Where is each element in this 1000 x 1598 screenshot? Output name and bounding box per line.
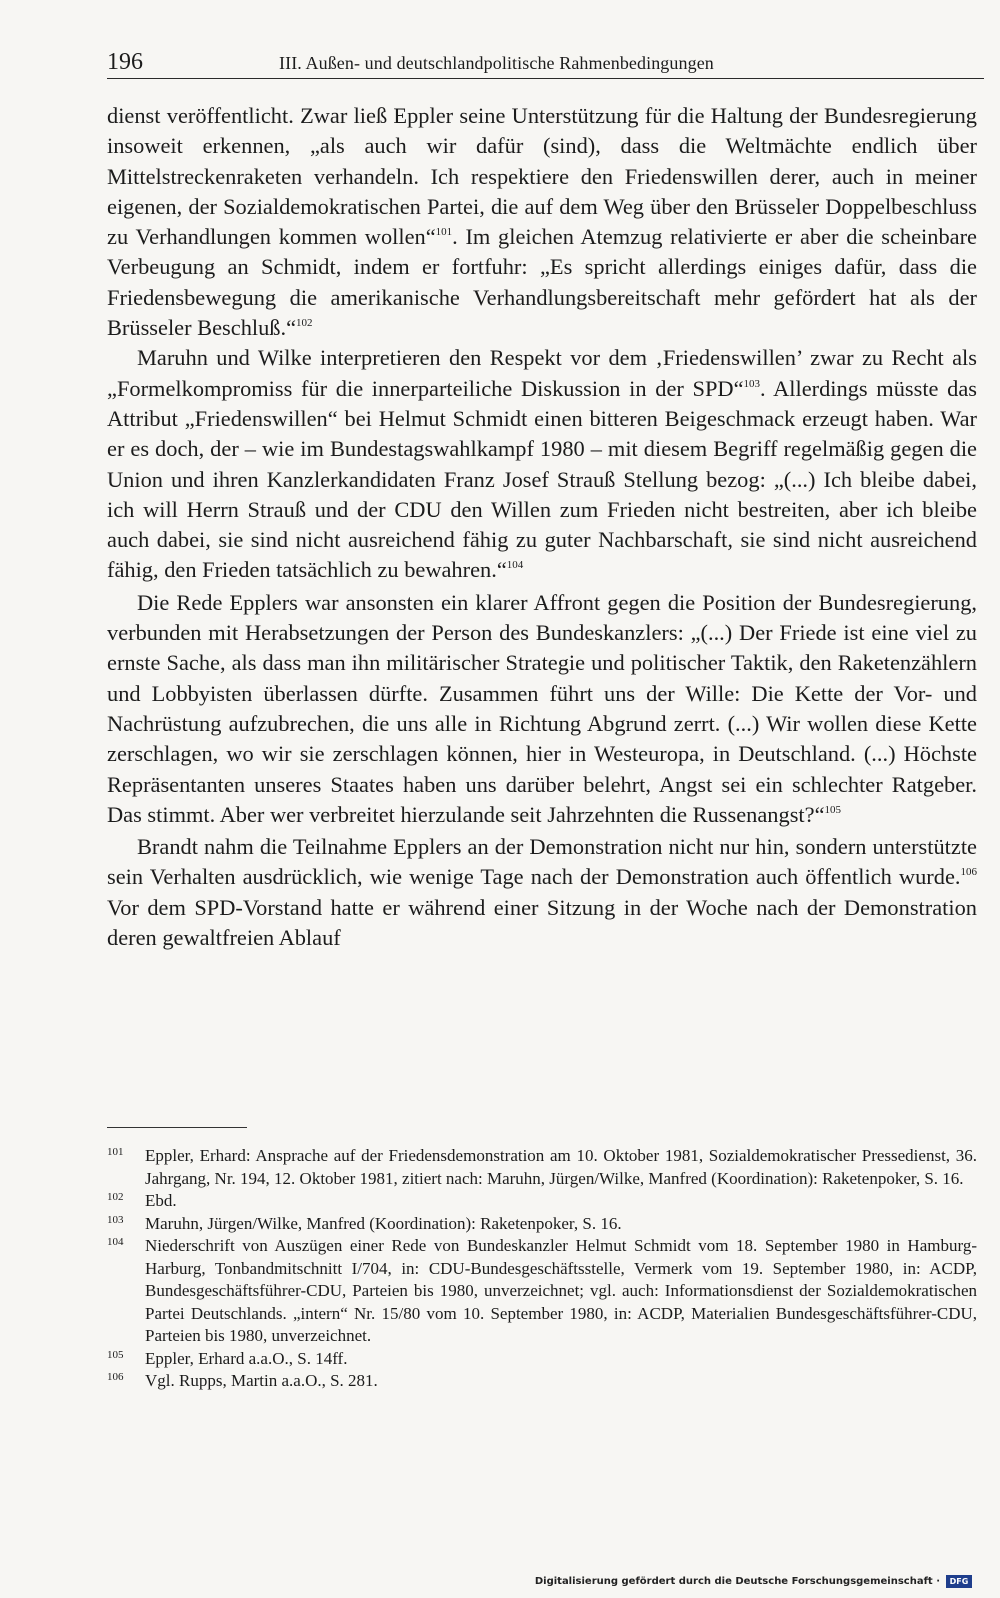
footnote-ref[interactable]: 102 [296, 317, 313, 330]
footnote-105 [107, 1348, 977, 1371]
footnote-ref[interactable]: 104 [506, 559, 524, 572]
footnote-text: Vgl. Rupps, Martin a.a.O., S. 281. [145, 1371, 378, 1390]
footnote-number: 103 [107, 1213, 124, 1226]
paragraph-4 [107, 832, 977, 953]
footnote-number: 106 [107, 1371, 124, 1383]
footnote-ref[interactable]: 105 [824, 803, 842, 816]
paragraph-text: . Im gleichen Atemzug relativierte er aber die scheinbare Verbeugung an Schmidt, indem er fortfuhr: „Es spricht allerdings einiges dafür, dass die Friedensbewegung die amerikanische Verhandlungsbereitschaft mehr gefördert hat als der Brüsseler Beschluß.“ [107, 224, 977, 341]
page-number: 196 [107, 49, 143, 75]
footnote-102 [107, 1190, 977, 1213]
footnote-number: 105 [107, 1348, 124, 1361]
footnotes [107, 1145, 977, 1393]
footnote-103 [107, 1213, 977, 1236]
footnote-text: Ebd. [145, 1191, 177, 1210]
footnote-text: Maruhn, Jürgen/Wilke, Manfred (Koordination): Raketenpoker, S. 16. [145, 1213, 622, 1233]
footnote-number: 104 [107, 1236, 124, 1248]
paragraph-1 [107, 101, 977, 343]
footnote-101 [107, 1145, 977, 1190]
paragraph-text: dienst veröffentlicht. Zwar ließ Eppler seine Unterstützung für die Haltung der Bundesregierung insoweit erkennen, „als auch wir dafür (sind), dass die Weltmächte endlich über Mittelstreckenraketen verhandeln. Ich respektiere den Friedenswillen derer, auch in meiner eigenen, der Sozialdemokratischen Partei, die auf dem Weg über den Brüsseler Doppelbeschluss zu Verhandlungen kommen wollen“ [107, 103, 977, 250]
page-header [107, 48, 984, 79]
paragraph-text: Brandt nahm die Teilnahme Epplers an der Demonstration nicht nur hin, sondern unterstützte sein Verhalten ausdrücklich, wie wenige Tage nach der Demonstration auch öffentlich wurde. [107, 834, 977, 890]
footnote-number: 101 [107, 1146, 124, 1158]
footnote-ref[interactable]: 103 [743, 377, 761, 390]
paragraph-2 [107, 343, 977, 585]
footnote-ref[interactable]: 106 [960, 866, 977, 879]
paragraph-text: Vor dem SPD-Vorstand hatte er während einer Sitzung in der Woche nach der Demonstration deren gewaltfreien Ablauf [107, 894, 977, 951]
footnote-text: Niederschrift von Auszügen einer Rede von Bundeskanzler Helmut Schmidt vom 18. September 1980 in Hamburg-Harburg, Tonbandmitschnitt I/704, in: CDU-Bundesgeschäftsstelle, Vermerk vom 19. September 1980, in: ACDP, Bundesgeschäftsführer-CDU, Parteien bis 1980, unverzeichnet; vgl. auch: Informationsdienst der Sozialdemokratischen Partei Deutschlands. „intern“ Nr. 15/80 vom 10. September 1980, in: ACDP, Materialien Bundesgeschäftsführer-CDU, Parteien bis 1980, unverzeichnet. [145, 1236, 977, 1345]
footnote-ref[interactable]: 101 [435, 226, 453, 239]
footnote-104 [107, 1235, 977, 1348]
dfg-logo: DFG [946, 1575, 972, 1588]
footnote-106 [107, 1370, 977, 1393]
paragraph-text: . Allerdings müsste das Attribut „Friedenswillen“ bei Helmut Schmidt einen bitteren Beigeschmack erzeugt haben. War er es doch, der – wie im Bundestagswahlkampf 1980 – mit diesem Begriff regelmäßig gegen die Union und ihren Kanzlerkandidaten Franz Josef Strauß Stellung bezog: „(...) Ich bleibe dabei, ich will Herrn Strauß und der CDU den Willen zum Frieden nicht bestreiten, aber ich bleibe auch dabei, sie sind nicht ausreichend fähig zu guter Nachbarschaft, sie sind nicht ausreichend fähig, den Frieden tatsächlich zu bewahren.“ [107, 375, 977, 583]
footnote-divider [107, 1127, 247, 1128]
footnote-text: Eppler, Erhard: Ansprache auf der Friedensdemonstration am 10. Oktober 1981, Sozialdemokratischer Pressedienst, 36. Jahrgang, Nr. 194, 12. Oktober 1981, zitiert nach: Maruhn, Jürgen/Wilke, Manfred (Koordination): Raketenpoker, S. 16. [145, 1146, 977, 1188]
digitization-credit: Digitalisierung gefördert durch die Deutsche Forschungsgemeinschaft · [534, 1576, 940, 1587]
footnote-number: 102 [107, 1191, 124, 1203]
paragraph-text: Die Rede Epplers war ansonsten ein klarer Affront gegen die Position der Bundesregierung, verbunden mit Herabsetzungen der Person des Bundeskanzlers: „(...) Der Friede ist eine viel zu ernste Sache, als dass man ihn militärischer Strategie und politischer Taktik, den Raketenzählern und Lobbyisten überlassen dürfte. Zusammen führt uns der Wille: Die Kette der Vor- und Nachrüstung aufzubrechen, die uns alle in Richtung Abgrund zerrt. (...) Wir wollen diese Kette zerschlagen, wo wir sie zerschlagen können, hier in Westeuropa, in Deutschland. (...) Höchste Repräsentanten unseres Staates haben uns darüber belehrt, Angst sei ein schlechter Ratgeber. Das stimmt. Aber wer verbreitet hierzulande seit Jahrzehnten die Russenangst?“ [107, 589, 977, 827]
body-text [107, 101, 977, 953]
paragraph-text: Maruhn und Wilke interpretieren den Respekt vor dem ‚Friedenswillen’ zwar zu Recht als „Formelkompromiss für die innerparteiliche Diskussion in der SPD“ [107, 345, 977, 401]
paragraph-3 [107, 588, 977, 830]
footnote-text: Eppler, Erhard a.a.O., S. 14ff. [145, 1348, 348, 1368]
running-title: III. Außen- und deutschlandpolitische Rahmenbedingungen [279, 53, 714, 73]
